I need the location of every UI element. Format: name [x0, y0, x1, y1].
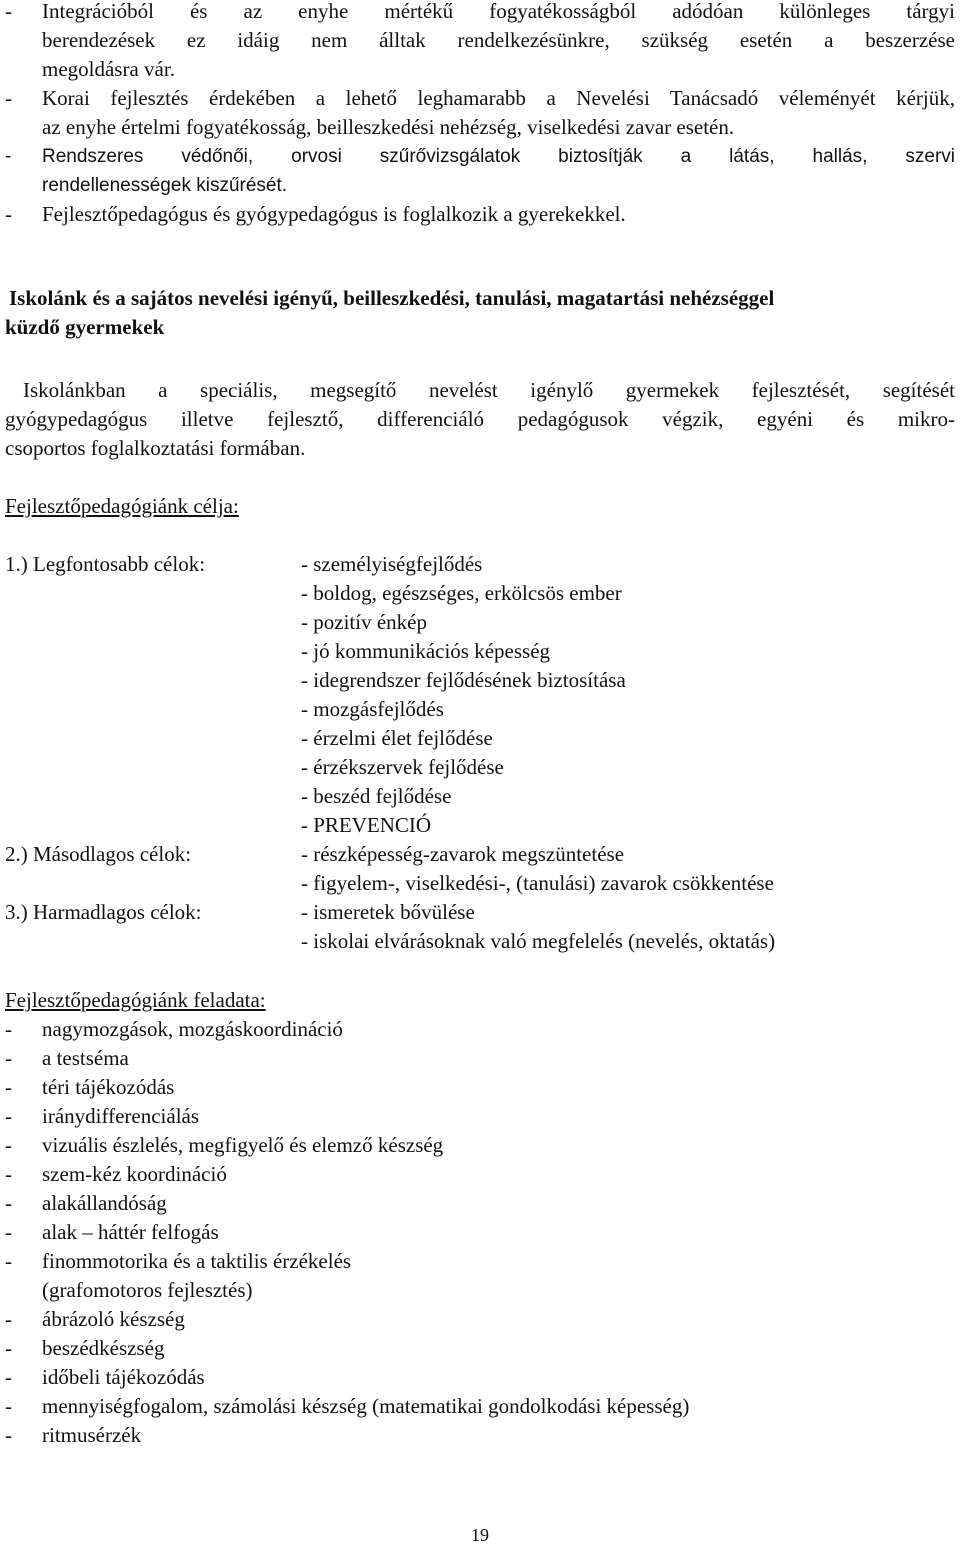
task-dash: -	[5, 1133, 12, 1157]
task-dash: -	[5, 1075, 12, 1099]
bullet-line: Korai fejlesztés érdekében a lehető leghamarabb a Nevelési Tanácsadó véleményét kérjük,	[42, 86, 955, 110]
goal-item: - PREVENCIÓ	[301, 813, 432, 837]
task-dash: -	[5, 1162, 12, 1186]
task-dash: -	[5, 1249, 12, 1273]
task-item: a testséma	[42, 1046, 129, 1070]
bullet-line: rendellenességek kiszűrését.	[42, 175, 288, 196]
task-item: időbeli tájékozódás	[42, 1365, 205, 1389]
task-dash: -	[5, 1017, 12, 1041]
goal-label: 3.) Harmadlagos célok:	[5, 900, 202, 924]
task-dash: -	[5, 1104, 12, 1128]
page-number: 19	[471, 1525, 489, 1545]
task-item: alak – háttér felfogás	[42, 1220, 219, 1244]
task-item: szem-kéz koordináció	[42, 1162, 227, 1186]
goal-label: 2.) Másodlagos célok:	[5, 842, 192, 866]
task-item-continuation: (grafomotoros fejlesztés)	[42, 1278, 253, 1302]
goal-item: - személyiségfejlődés	[301, 552, 483, 576]
goal-item: - iskolai elvárásoknak való megfelelés (nevelés, oktatás)	[301, 929, 776, 953]
task-item: ritmusérzék	[42, 1423, 142, 1447]
task-dash: -	[5, 1336, 12, 1360]
task-dash: -	[5, 1046, 12, 1070]
bullet-line: megoldásra vár.	[42, 57, 175, 81]
task-item: iránydifferenciálás	[42, 1104, 200, 1128]
task-dash: -	[5, 1365, 12, 1389]
goal-label: 1.) Legfontosabb célok:	[5, 552, 206, 576]
goal-item: - érzelmi élet fejlődése	[301, 726, 493, 750]
goal-item: - beszéd fejlődése	[301, 784, 452, 808]
paragraph-line: csoportos foglalkoztatási formában.	[5, 436, 306, 460]
bullet-line: Integrációból és az enyhe mértékű fogyatékosságból adódóan különleges tárgyi	[42, 0, 955, 23]
task-item: nagymozgások, mozgáskoordináció	[42, 1017, 343, 1041]
task-item: finommotorika és a taktilis érzékelés	[42, 1249, 352, 1273]
task-item: alakállandóság	[42, 1191, 167, 1215]
task-dash: -	[5, 1220, 12, 1244]
bullet-line: az enyhe értelmi fogyatékosság, beilleszkedési nehézség, viselkedési zavar esetén.	[42, 115, 735, 139]
bullet-dash: -	[5, 86, 12, 110]
bullet-dash: -	[5, 202, 12, 226]
task-item: téri tájékozódás	[42, 1075, 175, 1099]
bullet-line: Rendszeres védőnői, orvosi szűrővizsgálatok biztosítják a látás, hallás, szervi	[42, 146, 955, 167]
goal-item: - érzékszervek fejlődése	[301, 755, 504, 779]
task-dash: -	[5, 1307, 12, 1331]
paragraph-line: Iskolánkban a speciális, megsegítő nevelést igénylő gyermekek fejlesztését, segítését	[23, 378, 955, 402]
bullet-line: Fejlesztőpedagógus és gyógypedagógus is foglalkozik a gyerekekkel.	[42, 202, 626, 226]
bullet-dash: -	[5, 146, 12, 167]
task-item: beszédkészség	[42, 1336, 165, 1360]
goal-item: - mozgásfejlődés	[301, 697, 444, 721]
paragraph-line: gyógypedagógus illetve fejlesztő, differenciáló pedagógusok végzik, egyéni és mikro-	[5, 407, 955, 431]
goal-item: - részképesség-zavarok megszüntetése	[301, 842, 625, 866]
goal-item: - boldog, egészséges, erkölcsös ember	[301, 581, 622, 605]
section-heading-line: küzdő gyermekek	[5, 315, 165, 339]
goal-item: - idegrendszer fejlődésének biztosítása	[301, 668, 626, 692]
goal-item: - pozitív énkép	[301, 610, 427, 634]
task-dash: -	[5, 1423, 12, 1447]
task-item: mennyiségfogalom, számolási készség (matematikai gondolkodási képesség)	[42, 1394, 690, 1418]
bullet-line: berendezések ez idáig nem álltak rendelkezésünkre, szükség esetén a beszerzése	[42, 28, 955, 52]
task-dash: -	[5, 1394, 12, 1418]
goals-heading: Fejlesztőpedagógiánk célja:	[5, 494, 239, 518]
bullet-dash: -	[5, 0, 12, 23]
task-item: ábrázoló készség	[42, 1307, 185, 1331]
tasks-heading: Fejlesztőpedagógiánk feladata:	[5, 988, 266, 1012]
goal-item: - figyelem-, viselkedési-, (tanulási) zavarok csökkentése	[301, 871, 774, 895]
goal-item: - ismeretek bővülése	[301, 900, 475, 924]
section-heading-line: Iskolánk és a sajátos nevelési igényű, beilleszkedési, tanulási, magatartási nehézséggel	[9, 286, 775, 310]
task-item: vizuális észlelés, megfigyelő és elemző készség	[42, 1133, 444, 1157]
task-dash: -	[5, 1191, 12, 1215]
goal-item: - jó kommunikációs képesség	[301, 639, 551, 663]
